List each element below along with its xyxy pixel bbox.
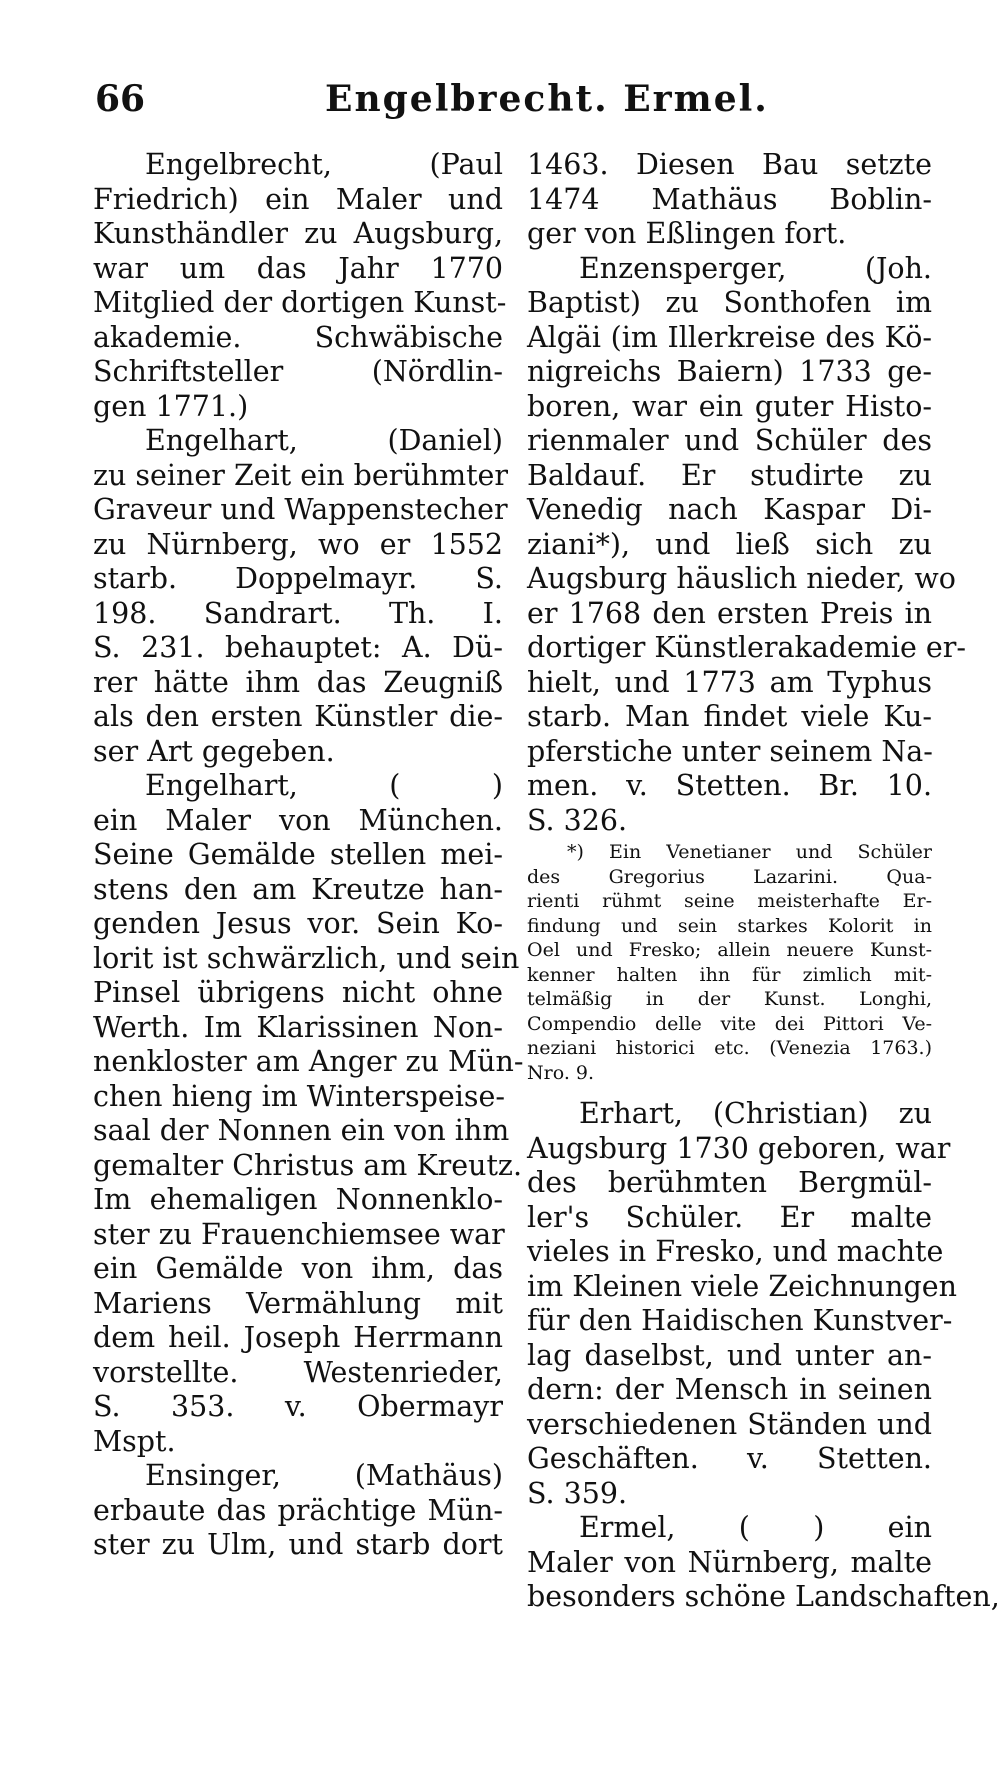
left-column-line: Mspt. — [93, 1424, 176, 1458]
left-column-line: als den ersten Künstler die- — [93, 700, 503, 733]
right-column-line: dortiger Künstlerakademie er- — [527, 631, 966, 664]
footnote-line: *) Ein Venetianer und Schüler — [567, 841, 932, 863]
left-column-line: ster zu Frauenchiemsee war — [93, 1217, 505, 1251]
left-column-line: Seine Gemälde stellen mei- — [93, 838, 503, 871]
left-column-line: zu seiner Zeit ein berühmter — [93, 458, 509, 492]
right-column-line: Erhart, (Christian) zu — [579, 1097, 932, 1130]
right-column-line: pferstiche unter seinem Na- — [527, 734, 933, 768]
left-column-line: Schriftsteller (Nördlin- — [93, 355, 503, 388]
footnote-line: kenner halten ihn für zimlich mit- — [527, 963, 932, 986]
left-column-line: genden Jesus vor. Sein Ko- — [93, 907, 503, 940]
left-column-line: Engelhart, (Daniel) — [145, 424, 503, 457]
left-column-line: Mitglied der dortigen Kunst- — [93, 286, 507, 319]
right-column-line: lag daselbst, und unter an- — [527, 1338, 932, 1372]
right-column-line: Augsburg 1730 geboren, war — [527, 1131, 951, 1165]
right-column-line: men. v. Stetten. Br. 10. — [527, 769, 932, 802]
right-column-line: Enzensperger, (Joh. — [579, 251, 932, 285]
right-column-line: starb. Man findet viele Ku- — [527, 700, 932, 733]
left-column-line: Friedrich) ein Maler und — [93, 182, 503, 216]
left-column-line: zu Nürnberg, wo er 1552 — [93, 527, 503, 561]
left-column-line: chen hieng im Winterspeise- — [93, 1079, 505, 1113]
right-column-line: Baldauf. Er studirte zu — [527, 458, 932, 492]
footnote-line: des Gregorius Lazarini. Qua- — [527, 865, 932, 888]
left-column-line: vorstellte. Westenrieder, — [93, 1355, 503, 1389]
left-column-line: dem heil. Joseph Herrmann — [93, 1321, 503, 1354]
left-column-line: ein Maler von München. — [93, 803, 503, 837]
right-column-line: Ermel, ( ) ein — [579, 1511, 932, 1544]
right-column-entries-top — [527, 148, 966, 838]
right-column-line: er 1768 den ersten Preis in — [527, 596, 932, 630]
left-column-line: Kunsthändler zu Augsburg, — [93, 217, 503, 250]
left-column — [93, 148, 524, 1563]
left-column-line: Werth. Im Klarissinen Non- — [93, 1010, 503, 1044]
footnote-line: rienti rühmt seine meisterhafte Er- — [527, 890, 932, 912]
left-column-line: ser Art gegeben. — [93, 734, 335, 768]
footnote-line: Compendio delle vite dei Pittori Ve- — [527, 1012, 932, 1035]
left-column-line: Engelbrecht, (Paul — [145, 148, 503, 181]
spacer — [527, 1085, 932, 1097]
left-column-line: S. 231. behauptet: A. Dü- — [93, 631, 503, 664]
left-column-line: gemalter Christus am Kreutz. — [93, 1148, 523, 1182]
left-column-line: gen 1771.) — [93, 389, 249, 423]
right-column-line: Baptist) zu Sonthofen im — [527, 286, 932, 319]
left-column-line: 198. Sandrart. Th. I. — [93, 596, 503, 630]
page-number: 66 — [95, 78, 146, 120]
left-column-line: rer hätte ihm das Zeugniß — [93, 665, 503, 699]
right-column-line: besonders schöne Landschaften, — [527, 1580, 1000, 1613]
left-column-line: ster zu Ulm, und starb dort — [93, 1528, 503, 1561]
left-column-line: saal der Nonnen ein von ihm — [93, 1114, 510, 1147]
right-column-line: boren, war ein guter Histo- — [527, 389, 932, 423]
left-column-line: starb. Doppelmayr. S. — [93, 562, 503, 595]
right-column-line: für den Haidischen Kunstver- — [527, 1304, 953, 1337]
right-column-line: Maler von Nürnberg, malte — [527, 1545, 932, 1579]
left-column-line: lorit ist schwärzlich, und sein — [93, 941, 520, 975]
right-column-line: S. 326. — [527, 803, 628, 837]
left-column-line: Graveur und Wappenstecher — [93, 493, 508, 526]
page-header — [95, 78, 925, 128]
left-column-line: stens den am Kreutze han- — [93, 872, 503, 906]
footnote-line: telmäßig in der Kunst. Longhi, — [527, 988, 932, 1010]
left-column-line: Ensinger, (Mathäus) — [145, 1459, 503, 1492]
left-column-line: S. 353. v. Obermayr — [93, 1390, 503, 1423]
left-column-line: nenkloster am Anger zu Mün- — [93, 1045, 524, 1078]
footnote-line: findung und sein starkes Kolorit in — [527, 914, 932, 937]
footnote-line: Nro. 9. — [527, 1061, 595, 1084]
right-column-line: im Kleinen viele Zeichnungen — [527, 1269, 957, 1303]
right-column-line: nigreichs Baiern) 1733 ge- — [527, 355, 932, 388]
right-column-line: Augsburg häuslich nieder, wo — [527, 562, 956, 595]
right-column-line: vieles in Fresko, und machte — [527, 1235, 944, 1268]
right-column-line: dern: der Mensch in seinen — [527, 1373, 932, 1406]
left-column-line: akademie. Schwäbische — [93, 320, 503, 354]
left-column-line: ein Gemälde von ihm, das — [93, 1252, 503, 1285]
right-column-line: rienmaler und Schüler des — [527, 424, 932, 457]
left-column-line: war um das Jahr 1770 — [93, 251, 503, 285]
right-column-line: ler's Schüler. Er malte — [527, 1200, 932, 1234]
right-column-line: ger von Eßlingen fort. — [527, 217, 847, 250]
right-column-line: hielt, und 1773 am Typhus — [527, 665, 932, 699]
right-column-line: ziani*), und ließ sich zu — [527, 527, 932, 561]
footnote-line: neziani historici etc. (Venezia 1763.) — [527, 1037, 932, 1059]
footnote — [527, 840, 932, 1085]
right-column-line: Venedig nach Kaspar Di- — [527, 493, 932, 526]
running-head: Engelbrecht. Ermel. — [325, 78, 769, 120]
left-column-line: Engelhart, ( ) — [145, 769, 503, 802]
right-column-line: 1474 Mathäus Boblin- — [527, 182, 932, 216]
left-column-line: Mariens Vermählung mit — [93, 1286, 503, 1320]
right-column-line: Geschäften. v. Stetten. — [527, 1442, 932, 1475]
right-column-line: des berühmten Bergmül- — [527, 1166, 932, 1199]
left-column-line: Pinsel übrigens nicht ohne — [93, 976, 503, 1009]
footnote-line: Oel und Fresko; allein neuere Kunst- — [527, 939, 932, 961]
left-column-line: erbaute das prächtige Mün- — [93, 1493, 503, 1527]
right-column-entries-bottom — [527, 1097, 1000, 1615]
left-column-line: Im ehemaligen Nonnenklo- — [93, 1183, 503, 1216]
right-column-line: verschiedenen Ständen und — [527, 1407, 932, 1441]
right-column-line: Algäi (im Illerkreise des Kö- — [527, 320, 932, 354]
right-column — [527, 148, 1000, 1615]
right-column-line: S. 359. — [527, 1476, 628, 1510]
right-column-line: 1463. Diesen Bau setzte — [527, 148, 932, 181]
